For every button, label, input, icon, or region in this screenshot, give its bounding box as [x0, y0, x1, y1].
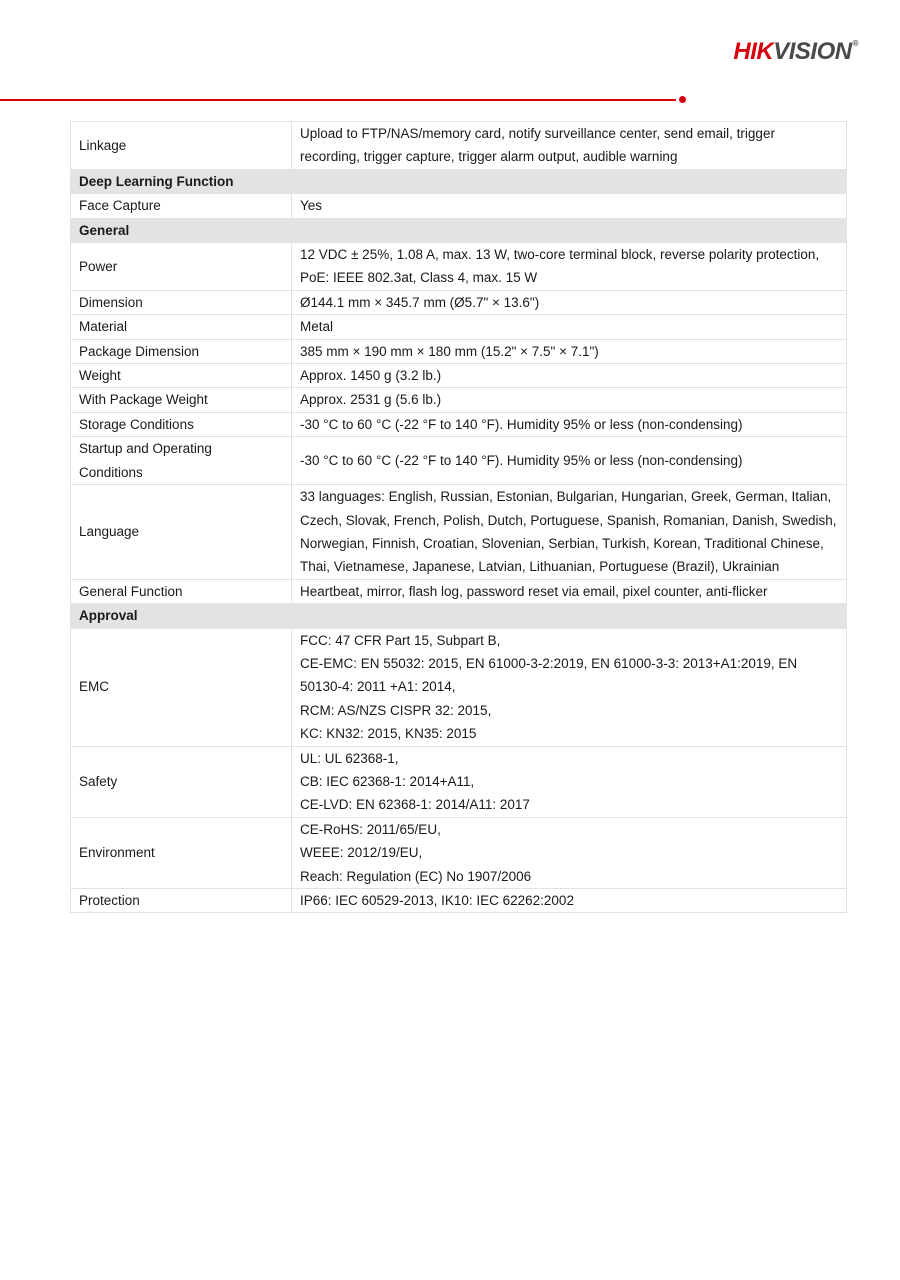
spec-row	[71, 364, 847, 388]
spec-value	[292, 339, 847, 363]
spec-row	[71, 485, 847, 580]
spec-table	[70, 121, 847, 913]
spec-label: General Function	[71, 579, 292, 603]
spec-row	[71, 243, 847, 291]
spec-label: Weight	[71, 364, 292, 388]
spec-value	[292, 437, 847, 485]
spec-label: Storage Conditions	[71, 412, 292, 436]
spec-row	[71, 388, 847, 412]
spec-label: EMC	[71, 628, 292, 746]
spec-label: Linkage	[71, 122, 292, 170]
spec-row	[71, 579, 847, 603]
spec-value-line: CE-LVD: EN 62368-1: 2014/A11: 2017	[300, 797, 530, 813]
spec-label: Safety	[71, 746, 292, 817]
spec-value-line: 385 mm × 190 mm × 180 mm (15.2" × 7.5" × 7.1")	[300, 343, 599, 359]
spec-value	[292, 485, 847, 580]
logo-hik-text: HIK	[733, 38, 774, 65]
spec-label: With Package Weight	[71, 388, 292, 412]
spec-row	[71, 437, 847, 485]
spec-row	[71, 339, 847, 363]
spec-value	[292, 290, 847, 314]
spec-label: Material	[71, 315, 292, 339]
spec-value-line: 50130-4: 2011 +A1: 2014,	[300, 679, 456, 695]
spec-value	[292, 579, 847, 603]
spec-label-line: Conditions	[79, 464, 143, 480]
spec-row	[71, 746, 847, 817]
spec-label: Protection	[71, 889, 292, 913]
spec-value-line: PoE: IEEE 802.3at, Class 4, max. 15 W	[300, 270, 538, 286]
spec-label-line: Startup and Operating	[79, 441, 212, 457]
spec-value-line: Yes	[300, 198, 323, 214]
spec-label: Dimension	[71, 290, 292, 314]
spec-value	[292, 388, 847, 412]
spec-value-line: KC: KN32: 2015, KN35: 2015	[300, 726, 477, 742]
spec-label: Power	[71, 243, 292, 291]
spec-value	[292, 243, 847, 291]
spec-value	[292, 412, 847, 436]
spec-row	[71, 290, 847, 314]
section-title: Approval	[71, 604, 847, 628]
spec-label: Environment	[71, 817, 292, 888]
spec-value-line: WEEE: 2012/19/EU,	[300, 845, 423, 861]
spec-value-line: Ø144.1 mm × 345.7 mm (Ø5.7" × 13.6")	[300, 294, 540, 310]
spec-row	[71, 122, 847, 170]
section-header-row	[71, 169, 847, 193]
spec-value	[292, 628, 847, 746]
spec-value-line: 12 VDC ± 25%, 1.08 A, max. 13 W, two-core terminal block, reverse polarity protection,	[300, 247, 820, 263]
spec-value-line: Reach: Regulation (EC) No 1907/2006	[300, 868, 532, 884]
spec-value	[292, 889, 847, 913]
spec-label: Package Dimension	[71, 339, 292, 363]
header-red-dot	[679, 96, 686, 103]
spec-value-line: -30 °C to 60 °C (-22 °F to 140 °F). Humidity 95% or less (non-condensing)	[300, 416, 743, 432]
spec-row	[71, 412, 847, 436]
header-red-rule	[0, 99, 676, 101]
spec-value-line: -30 °C to 60 °C (-22 °F to 140 °F). Humidity 95% or less (non-condensing)	[300, 452, 743, 468]
spec-value-line: RCM: AS/NZS CISPR 32: 2015,	[300, 702, 492, 718]
section-header-row	[71, 218, 847, 242]
spec-value-line: Czech, Slovak, French, Polish, Dutch, Portuguese, Spanish, Romanian, Danish, Swedish,	[300, 512, 837, 528]
spec-row	[71, 817, 847, 888]
spec-value	[292, 364, 847, 388]
spec-value-line: Upload to FTP/NAS/memory card, notify surveillance center, send email, trigger	[300, 126, 775, 141]
logo-registered-mark: ®	[852, 39, 858, 48]
logo-vision-text: VISION	[773, 38, 852, 65]
spec-row	[71, 194, 847, 218]
spec-row	[71, 628, 847, 746]
section-title: General	[71, 218, 847, 242]
spec-value-line: UL: UL 62368-1,	[300, 750, 399, 766]
spec-value-line: CB: IEC 62368-1: 2014+A11,	[300, 773, 475, 789]
spec-value-line: FCC: 47 CFR Part 15, Subpart B,	[300, 632, 501, 648]
spec-row	[71, 315, 847, 339]
spec-value	[292, 315, 847, 339]
spec-value-line: Thai, Vietnamese, Japanese, Latvian, Lithuanian, Portuguese (Brazil), Ukrainian	[300, 559, 780, 575]
spec-value	[292, 817, 847, 888]
spec-value	[292, 194, 847, 218]
spec-value-line: Metal	[300, 319, 334, 335]
spec-value	[292, 746, 847, 817]
spec-label: Face Capture	[71, 194, 292, 218]
spec-value-line: Approx. 1450 g (3.2 lb.)	[300, 368, 442, 384]
spec-table-body	[71, 122, 847, 913]
spec-value-line: 33 languages: English, Russian, Estonian, Bulgarian, Hungarian, Greek, German, Italian,	[300, 489, 832, 505]
spec-row	[71, 889, 847, 913]
spec-value	[292, 122, 847, 170]
spec-label: Language	[71, 485, 292, 580]
spec-value-line: Approx. 2531 g (5.6 lb.)	[300, 392, 442, 408]
spec-value-line: Heartbeat, mirror, flash log, password reset via email, pixel counter, anti-flicker	[300, 583, 768, 599]
hikvision-logo	[733, 40, 858, 64]
spec-value-line: Norwegian, Finnish, Croatian, Slovenian, Serbian, Turkish, Korean, Traditional Chinese,	[300, 535, 824, 551]
section-header-row	[71, 604, 847, 628]
spec-value-line: CE-EMC: EN 55032: 2015, EN 61000-3-2:2019, EN 61000-3-3: 2013+A1:2019, EN	[300, 655, 798, 671]
spec-value-line: CE-RoHS: 2011/65/EU,	[300, 821, 441, 837]
section-title: Deep Learning Function	[71, 169, 847, 193]
spec-value-line: IP66: IEC 60529-2013, IK10: IEC 62262:2002	[300, 893, 574, 908]
spec-label	[71, 437, 292, 485]
spec-value-line: recording, trigger capture, trigger alarm output, audible warning	[300, 149, 678, 165]
